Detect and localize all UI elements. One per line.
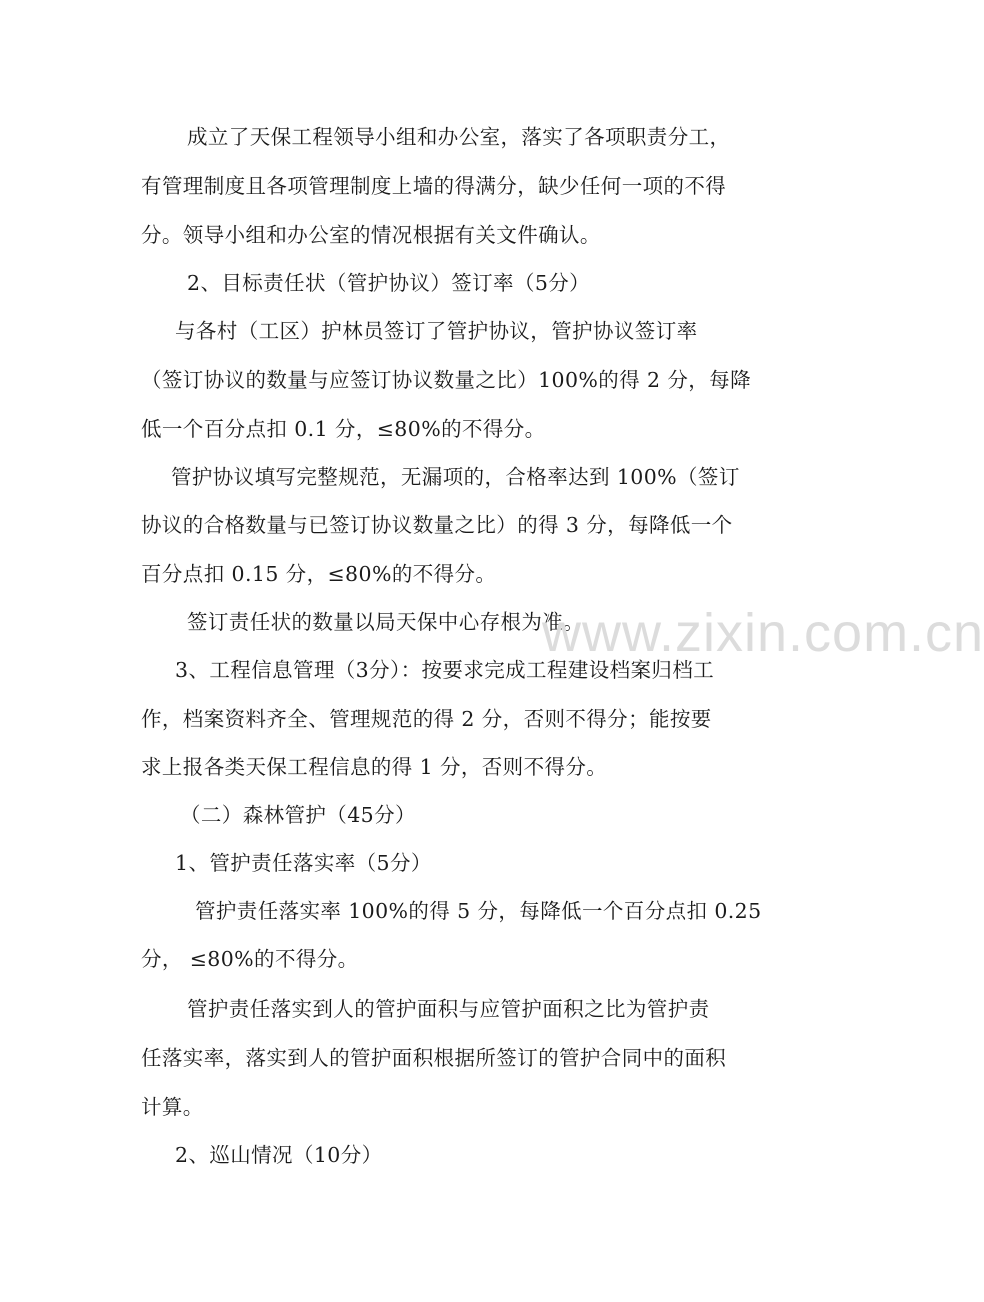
watermark: www.zixin.com.cn	[542, 603, 984, 663]
text-line: 低一个百分点扣 0.1 分，≤80%的不得分。	[141, 417, 546, 441]
text-line: 签订责任状的数量以局天保中心存根为准。	[187, 610, 585, 634]
text-line: 与各村（工区）护林员签订了管护协议，管护协议签订率	[175, 319, 698, 343]
section-heading: 2、巡山情况（10分）	[175, 1143, 383, 1167]
text-line: 分。领导小组和办公室的情况根据有关文件确认。	[141, 223, 601, 247]
text-line: 任落实率，落实到人的管护面积根据所签订的管护合同中的面积	[141, 1046, 727, 1070]
text-line: （签订协议的数量与应签订协议数量之比）100%的得 2 分，每降	[141, 368, 751, 392]
section-heading: 1、管护责任落实率（5分）	[175, 851, 432, 875]
text-line: 协议的合格数量与已签订协议数量之比）的得 3 分，每降低一个	[141, 513, 733, 537]
text-line: 分， ≤80%的不得分。	[141, 947, 359, 971]
text-line: 管护协议填写完整规范，无漏项的，合格率达到 100%（签订	[171, 465, 740, 489]
text-line: 有管理制度且各项管理制度上墙的得满分，缺少任何一项的不得	[141, 174, 727, 198]
text-line: 作，档案资料齐全、管理规范的得 2 分，否则不得分；能按要	[141, 707, 712, 731]
text-line: 百分点扣 0.15 分，≤80%的不得分。	[141, 562, 497, 586]
text-line: 求上报各类天保工程信息的得 1 分，否则不得分。	[141, 755, 608, 779]
text-line: 管护责任落实到人的管护面积与应管护面积之比为管护责	[187, 997, 710, 1021]
text-line: 计算。	[141, 1095, 204, 1119]
section-heading: 2、目标责任状（管护协议）签订率（5分）	[187, 271, 591, 295]
section-heading: （二）森林管护（45分）	[180, 803, 416, 827]
text-line: 管护责任落实率 100%的得 5 分，每降低一个百分点扣 0.25	[195, 899, 762, 923]
text-line: 成立了天保工程领导小组和办公室，落实了各项职责分工，	[187, 125, 731, 149]
section-heading: 3、工程信息管理（3分）：按要求完成工程建设档案归档工	[175, 658, 715, 682]
